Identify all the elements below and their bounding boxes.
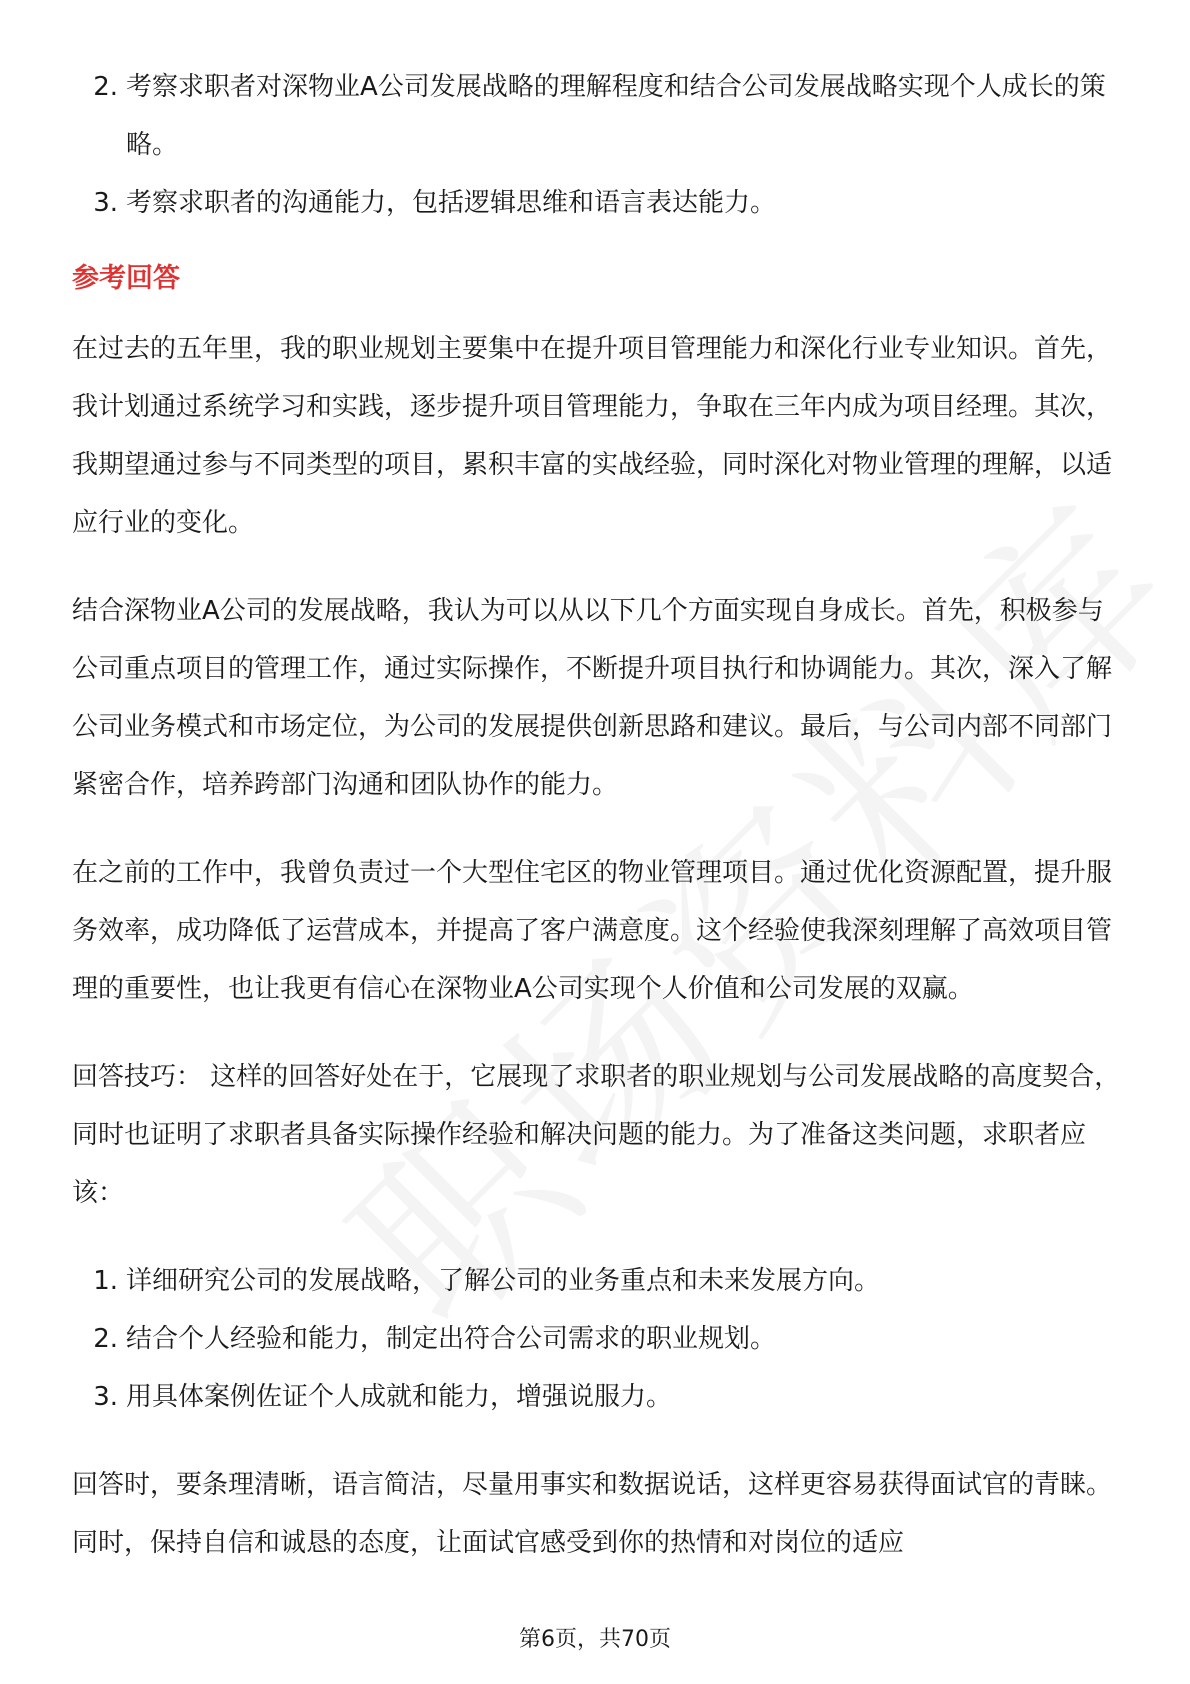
list-number: 3. [93, 1382, 118, 1412]
list-item [72, 1368, 1122, 1426]
page-number: 第6页，共70页 [519, 1627, 671, 1652]
list-text: 详细研究公司的发展战略，了解公司的业务重点和未来发展方向。 [126, 1266, 881, 1296]
list-number: 3. [93, 188, 118, 218]
list-item [72, 1310, 1122, 1368]
list-item [72, 174, 1122, 232]
list-text: 结合个人经验和能力，制定出符合公司需求的职业规划。 [126, 1324, 777, 1354]
paragraph: 在过去的五年里，我的职业规划主要集中在提升项目管理能力和深化行业专业知识。首先，我计划通过系统学习和实践，逐步提升项目管理能力，争取在三年内成为项目经理。其次，我期望通过参与不同类型的项目，累积丰富的实战经验，同时深化对物业管理的理解，以适应行业的变化。 [72, 334, 1113, 538]
section-heading: 参考回答 [72, 263, 180, 294]
tips-numbered-list [72, 1252, 1122, 1426]
list-number: 2. [93, 1324, 118, 1354]
tips-paragraph: 回答技巧： 这样的回答好处在于，它展现了求职者的职业规划与公司发展战略的高度契合，同时也证明了求职者具备实际操作经验和解决问题的能力。为了准备这类问题，求职者应该： [72, 1062, 1121, 1208]
list-text: 考察求职者对深物业A公司发展战略的理解程度和结合公司发展战略实现个人成长的策略。 [126, 72, 1106, 160]
document-body [72, 58, 1122, 1572]
list-text: 用具体案例佐证个人成就和能力，增强说服力。 [126, 1382, 673, 1412]
paragraph: 结合深物业A公司的发展战略，我认为可以从以下几个方面实现自身成长。首先，积极参与公司重点项目的管理工作，通过实际操作，不断提升项目执行和协调能力。其次，深入了解公司业务模式和市场定位，为公司的发展提供创新思路和建议。最后，与公司内部不同部门紧密合作，培养跨部门沟通和团队协作的能力。 [72, 596, 1113, 800]
list-item [72, 58, 1122, 174]
paragraph: 在之前的工作中，我曾负责过一个大型住宅区的物业管理项目。通过优化资源配置，提升服务效率，成功降低了运营成本，并提高了客户满意度。这个经验使我深刻理解了高效项目管理的重要性，也让我更有信心在深物业A公司实现个人价值和公司发展的双赢。 [72, 858, 1113, 1004]
closing-paragraph: 回答时，要条理清晰，语言简洁，尽量用事实和数据说话，这样更容易获得面试官的青睐。同时，保持自信和诚恳的态度，让面试官感受到你的热情和对岗位的适应 [72, 1470, 1113, 1558]
list-number: 1. [93, 1266, 118, 1296]
list-item [72, 1252, 1122, 1310]
list-number: 2. [93, 72, 118, 102]
list-text: 考察求职者的沟通能力，包括逻辑思维和语言表达能力。 [126, 188, 777, 218]
top-numbered-list [72, 58, 1122, 232]
